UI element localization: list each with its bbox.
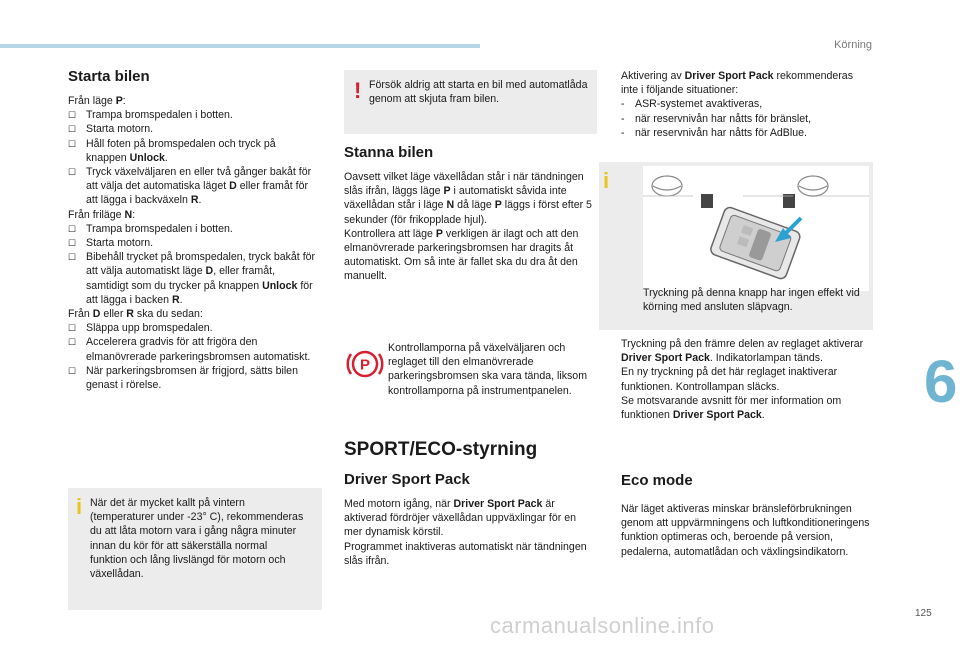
press-section <box>621 337 873 422</box>
svg-text:P: P <box>359 356 371 374</box>
figure-box <box>599 162 873 330</box>
bullet-icon: ☐ <box>68 323 77 334</box>
sport-paragraph: Programmet inaktiveras automatiskt när tändningen slås ifrån. <box>344 540 587 567</box>
gear-selector-illustration <box>643 166 869 291</box>
info-cold-text: När det är mycket kallt på vintern (temperaturer under -23° C), rekommenderas du att låta motorn vara i gång några minuter innan du kör för att säkerställa normal funktion och lång livslängd för motorn och växellådan. <box>90 497 304 581</box>
list-item: ☐ Accelerera gradvis för att frigöra den elmanövrerade parkeringsbromsen automatiskt. <box>68 336 311 363</box>
press-paragraph: En ny tryckning på det här reglaget inaktiverar funktionen. Kontrollampan släcks. <box>621 366 838 393</box>
bullet-icon: ☐ <box>68 337 77 348</box>
start-section <box>68 68 318 392</box>
press-paragraph: Se motsvarande avsnitt för mer information om funktionen Driver Sport Pack. <box>621 394 842 422</box>
list-item: ☐ Håll foten på bromspedalen och tryck på knappen Unlock. <box>68 137 276 164</box>
list-item: - ASR-systemet avaktiveras, <box>621 98 763 111</box>
sport-title: SPORT/ECO-styrning <box>344 439 538 460</box>
warning-box <box>344 70 597 134</box>
start-body <box>68 94 318 392</box>
bullet-icon: ☐ <box>68 138 77 149</box>
list-item: ☐ Tryck växelväljaren en eller två gånger bakåt för att välja det automatiska läget D eller framåt för att lägga i backväxeln R. <box>68 166 312 207</box>
stop-paragraph: Oavsett vilket läge växellådan står i när tändningen slås ifrån, läggs läge P i automatiskt såvida inte växellådan står i läge N då läge P läggs i först efter 5 sekunder (för frikopplade hjul). <box>344 171 592 226</box>
info-icon: i <box>76 494 83 519</box>
stop-body <box>344 170 594 284</box>
start-line: Från friläge N: <box>68 208 136 221</box>
list-item: ☐ Starta motorn. <box>68 123 154 136</box>
bullet-icon: ☐ <box>68 365 77 376</box>
start-title: Starta bilen <box>68 68 150 85</box>
list-item: ☐ När parkeringsbromsen är frigjord, sätts bilen genast i rörelse. <box>68 364 298 392</box>
section-header: Körning <box>834 39 872 51</box>
list-item: ☐ Trampa bromspedalen i botten. <box>68 222 233 235</box>
eco-body: När läget aktiveras minskar bränsleförbrukningen genom att uppvärmningens och luftkonditioneringens funktion optimeras och, beroende på version, pedalerna, automatlådan och växlingsindikatorn. <box>621 503 870 558</box>
sport-subtitle: Driver Sport Pack <box>344 471 470 488</box>
header-bar <box>0 44 480 48</box>
list-item: ☐ Bibehåll trycket på bromspedalen, tryck bakåt för att välja automatiskt läge D, eller framåt, samtidigt som du trycker på knappen Unlock för att lägga i backen R. <box>68 251 316 306</box>
activation-section <box>621 69 873 140</box>
bullet-icon: ☐ <box>68 223 77 234</box>
bullet-icon: ☐ <box>68 238 77 249</box>
watermark: carmanualsonline.info <box>490 613 715 638</box>
start-line: Från D eller R ska du sedan: <box>68 308 203 321</box>
start-line: Från läge P: <box>68 95 126 107</box>
eco-title: Eco mode <box>621 472 693 489</box>
list-item: ☐ Släppa upp bromspedalen. <box>68 322 213 335</box>
lamp-text: Kontrollamporna på växelväljaren och reglaget till den elmanövrerade parkeringsbromsen ska vara tända, liksom kontrollamporna på instrumentpanelen. <box>388 342 588 397</box>
press-paragraph: Tryckning på den främre delen av reglaget aktiverar Driver Sport Pack. Indikatorlampan tänds. <box>621 338 864 365</box>
stop-title: Stanna bilen <box>344 144 434 161</box>
warning-text: Försök aldrig att starta en bil med automatlåda genom att skjuta fram bilen. <box>369 79 588 106</box>
parking-brake-icon <box>346 345 384 383</box>
bullet-icon: ☐ <box>68 167 77 178</box>
sport-body <box>344 497 596 568</box>
stop-paragraph: Kontrollera att läge P verkligen är ilagt och att den elmanövrerade parkeringsbromsen har dragits åt automatiskt. Om så inte är fallet ska du dra åt den manuellt. <box>344 227 579 283</box>
list-item: ☐ Trampa bromspedalen i botten. <box>68 109 233 122</box>
list-item: ☐ Starta motorn. <box>68 237 154 250</box>
chapter-tab: 6 <box>924 348 958 415</box>
warning-icon: ! <box>354 78 362 103</box>
bullet-icon: ☐ <box>68 252 77 263</box>
info-icon: i <box>603 168 610 193</box>
figure-caption: Tryckning på denna knapp har ingen effekt vid körning med ansluten släpvagn. <box>643 287 860 314</box>
activation-intro: Aktivering av Driver Sport Pack rekommenderas inte i följande situationer: <box>621 70 853 97</box>
bullet-icon: ☐ <box>68 124 77 135</box>
sport-paragraph: Med motorn igång, när Driver Sport Pack är aktiverad fördröjer växellådan uppväxlingar för en mer dynamisk körstil. <box>344 498 577 539</box>
list-item: - när reservnivån har nåtts för AdBlue. <box>621 126 807 139</box>
info-box-cold <box>68 488 322 610</box>
list-item: - när reservnivån har nåtts för bränslet, <box>621 112 812 125</box>
bullet-icon: ☐ <box>68 110 77 121</box>
page-number: 125 <box>915 608 932 619</box>
